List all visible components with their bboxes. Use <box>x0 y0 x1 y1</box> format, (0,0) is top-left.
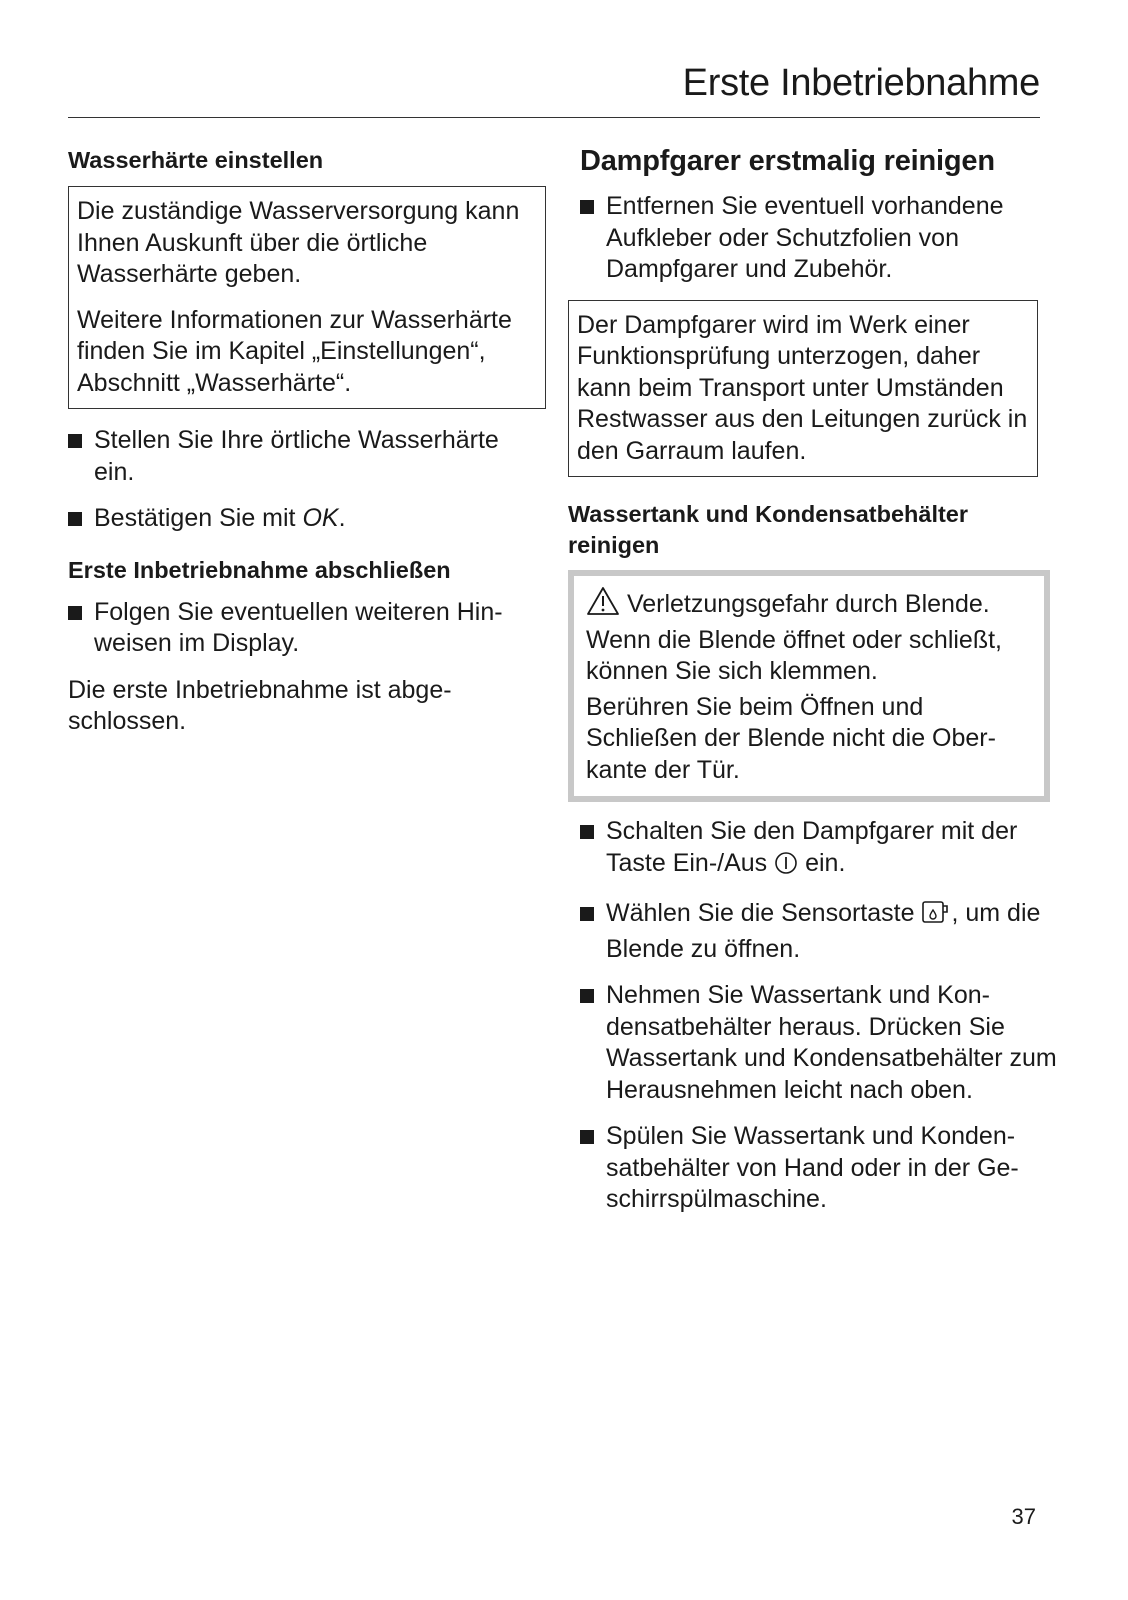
step-text: Stellen Sie Ihre örtliche Wasserhärte ein. <box>94 426 499 486</box>
list-item <box>580 816 1060 883</box>
page-title: Erste Inbetriebnahme <box>682 62 1040 104</box>
step-text <box>606 816 1060 883</box>
ok-key-label: OK <box>302 504 339 532</box>
bullet-square-icon <box>68 606 82 620</box>
step-text: Nehmen Sie Wassertank und Kondensatbehälter heraus. Drücken Sie Wassertank und Kondensatbehälter zum Herausnehmen leicht nach oben. <box>606 981 1057 1104</box>
list-item <box>580 1121 1060 1216</box>
finish-text: Die erste Inbetriebnahme ist abgeschlossen. <box>68 675 452 735</box>
bullet-square-icon <box>580 200 594 214</box>
step-text-part: . <box>338 504 346 532</box>
factory-test-info-box <box>568 300 1038 478</box>
list-item <box>68 597 546 660</box>
warning-box <box>568 570 1050 802</box>
step-text-part: Bestätigen Sie mit <box>94 504 303 532</box>
finish-heading: Erste Inbetriebnahme abschließen <box>68 556 451 583</box>
info-paragraph: Die zuständige Wasserversorgung kann Ihnen Auskunft über die örtliche Wasserhärte geben. <box>77 197 520 288</box>
step-text: Entfernen Sie eventuell vorhandene Aufkleber oder Schutzfolien von Dampfgarer und Zubehör. <box>606 192 1004 283</box>
warning-text: Wenn die Blende öffnet oder schließt, können Sie sich klemmen. <box>586 625 1003 685</box>
info-paragraph: Weitere Informationen zur Wasserhärte finden Sie im Kapitel „Einstellungen“, Abschnitt „Wasserhärte“. <box>77 305 512 397</box>
list-item <box>580 898 1060 965</box>
list-item <box>68 425 546 488</box>
step-text: Folgen Sie eventuellen weiteren Hinweisen im Display. <box>94 597 503 657</box>
step-text: Spülen Sie Wassertank und Kondensatbehälter von Hand oder in der Geschirrspülmaschine. <box>606 1122 1019 1213</box>
left-column <box>68 143 546 738</box>
section-heading: Dampfgarer erstmalig reinigen <box>580 145 995 177</box>
list-item <box>68 503 546 535</box>
bullet-square-icon <box>580 825 594 839</box>
bullet-square-icon <box>580 907 594 921</box>
page-number: 37 <box>1011 1504 1036 1529</box>
bullet-square-icon <box>68 434 82 448</box>
warning-line <box>586 586 1032 688</box>
bullet-square-icon <box>580 1130 594 1144</box>
step-text-part: ein. <box>798 848 846 877</box>
power-icon <box>774 851 798 884</box>
step-text <box>606 898 1060 965</box>
step-text <box>94 503 546 535</box>
water-hardness-heading: Wasserhärte einstellen <box>68 147 324 173</box>
step-text-part: Wählen Sie die Sensortaste <box>606 899 922 927</box>
info-paragraph: Der Dampfgarer wird im Werk einer Funktionsprüfung unterzogen, daher kann beim Transport unter Umständen Restwasser aus den Leitungen zurück in den Garraum laufen. <box>577 310 1028 465</box>
water-tank-sensor-icon <box>921 899 951 934</box>
step-text-part: , um die Blende zu öffnen. <box>606 899 1041 963</box>
bullet-square-icon <box>580 989 594 1003</box>
warning-triangle-icon <box>586 586 620 625</box>
header-divider <box>68 117 1040 118</box>
water-hardness-info-box <box>68 186 546 409</box>
tank-heading: Wassertank und Kondensatbehälter reinigen <box>568 501 969 558</box>
list-item <box>580 191 1060 286</box>
warning-paragraph: Berühren Sie beim Öffnen und Schließen der Blende nicht die Oberkante der Tür. <box>586 692 996 784</box>
bullet-square-icon <box>68 512 82 526</box>
right-column <box>568 143 1060 1216</box>
warning-title: Verletzungsgefahr durch Blende. <box>626 590 990 618</box>
list-item <box>580 980 1060 1106</box>
step-text-part: Schalten Sie den Dampfgarer mit der Taste Ein-/Aus <box>606 817 1018 877</box>
